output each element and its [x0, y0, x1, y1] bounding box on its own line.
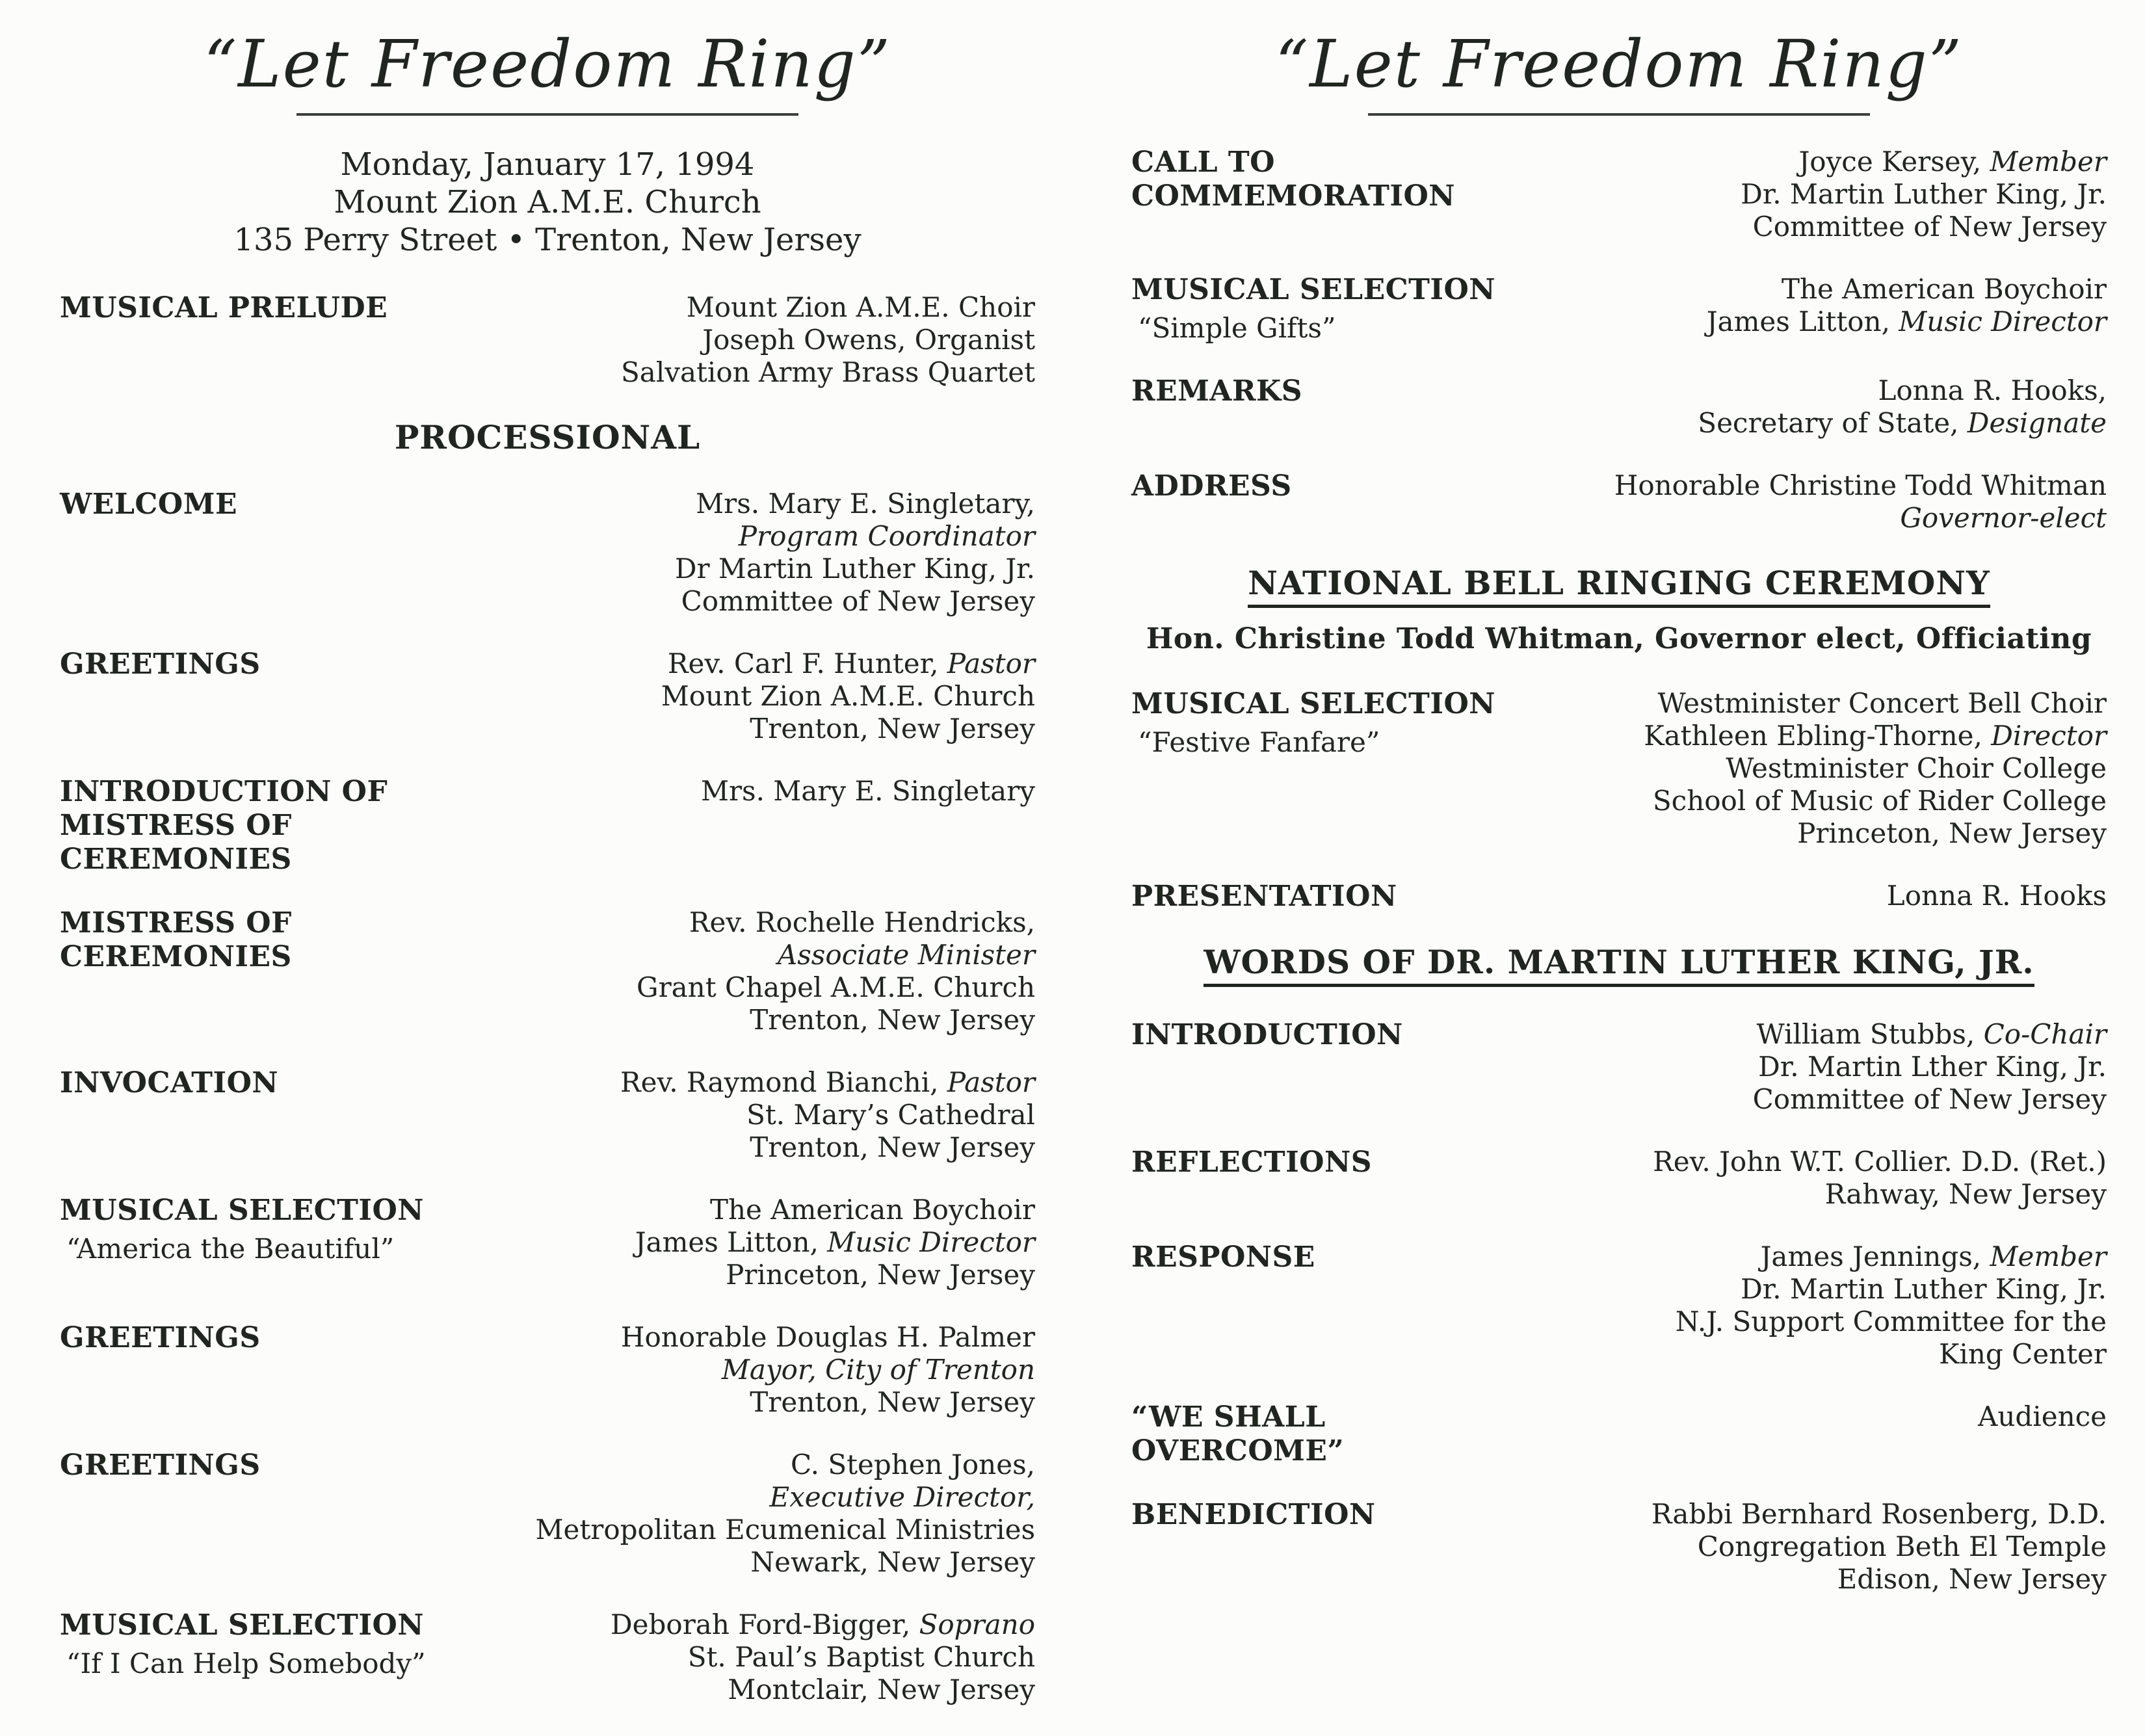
text-segment: St. Paul’s Baptist Church: [687, 1641, 1035, 1673]
program-entry: [1131, 273, 2107, 345]
text-segment: Princeton, New Jersey: [726, 1259, 1035, 1291]
text-segment: Governor-elect: [1900, 502, 2107, 534]
entry-line: [1547, 1563, 2107, 1596]
text-segment: C. Stephen Jones,: [791, 1449, 1035, 1480]
text-segment: Lonna R. Hooks,: [1878, 375, 2107, 406]
entry-line: [1547, 1018, 2107, 1051]
entry-label-line: ADDRESS: [1131, 469, 1292, 503]
entry-line: [1547, 407, 2107, 440]
entry-line: [1547, 817, 2107, 850]
program-entry: [60, 488, 1035, 618]
text-segment: Mrs. Mary E. Singletary,: [696, 488, 1035, 519]
program-entry: [60, 1066, 1035, 1164]
entry-label: [60, 1066, 476, 1100]
left-program-items: [60, 291, 1035, 1706]
text-segment: Rev. Carl F. Hunter,: [667, 648, 947, 679]
entry-label: [60, 488, 476, 521]
entry-lines: [476, 1194, 1035, 1291]
entry-label-line: GREETINGS: [60, 1321, 261, 1354]
entry-line: [476, 488, 1035, 520]
program-entry: [60, 1449, 1035, 1579]
entry-lines: [1547, 146, 2107, 243]
program-entry: [1131, 1498, 2107, 1596]
entry-label: [60, 291, 476, 325]
text-segment: Soprano: [919, 1609, 1035, 1640]
entry-line: [476, 1481, 1035, 1514]
entry-label-line: MUSICAL SELECTION: [1131, 273, 1496, 306]
entry-label: [60, 1194, 476, 1265]
entry-song-title: “Simple Gifts”: [1138, 312, 1336, 344]
text-segment: James Jennings,: [1760, 1241, 1990, 1272]
text-segment: Mrs. Mary E. Singletary: [700, 775, 1035, 807]
text-segment: King Center: [1939, 1338, 2107, 1370]
entry-line: [1547, 1401, 2107, 1433]
text-segment: Trenton, New Jersey: [750, 1004, 1035, 1036]
entry-line: [476, 648, 1035, 680]
entry-label-line: INTRODUCTION OF: [60, 775, 388, 808]
entry-lines: [1547, 1146, 2107, 1211]
entry-lines: [476, 1449, 1035, 1579]
right-title-block: [1131, 26, 2107, 116]
entry-line: [476, 1354, 1035, 1386]
text-segment: The American Boychoir: [1781, 273, 2107, 305]
text-segment: Designate: [1967, 407, 2107, 439]
program-entry: [60, 648, 1035, 745]
text-segment: Lonna R. Hooks: [1886, 880, 2107, 912]
program-entry: [1131, 880, 2107, 914]
text-segment: The American Boychoir: [709, 1194, 1035, 1226]
entry-lines: [476, 488, 1035, 618]
entry-line: [1547, 1338, 2107, 1371]
entry-line: [1547, 1306, 2107, 1338]
entry-label-line: REMARKS: [1131, 375, 1303, 408]
entry-line: [1547, 785, 2107, 817]
entry-line: [476, 1099, 1035, 1131]
program-entry: [1131, 469, 2107, 534]
section-heading: [1131, 564, 2107, 656]
entry-line: [476, 1641, 1035, 1674]
title-underline: [1368, 113, 1870, 116]
program-entry: [60, 1609, 1035, 1706]
text-segment: Princeton, New Jersey: [1797, 817, 2107, 849]
entry-line: [476, 1609, 1035, 1641]
entry-lines: [1547, 375, 2107, 440]
text-segment: Honorable Douglas H. Palmer: [620, 1321, 1035, 1353]
entry-line: [476, 939, 1035, 971]
entry-line: [476, 585, 1035, 618]
text-segment: Rahway, New Jersey: [1824, 1178, 2107, 1210]
entry-lines: [1547, 880, 2107, 912]
entry-line: [1547, 273, 2107, 306]
entry-line: [476, 553, 1035, 585]
section-heading-text: PROCESSIONAL: [394, 418, 701, 456]
text-segment: Committee of New Jersey: [681, 585, 1035, 617]
entry-label: [1131, 1498, 1547, 1532]
program-entry: [60, 906, 1035, 1036]
program-entry: [1131, 1401, 2107, 1468]
text-segment: Pastor: [947, 1066, 1035, 1098]
entry-line: [1547, 880, 2107, 912]
entry-line: [476, 1004, 1035, 1036]
section-heading-text: WORDS OF DR. MARTIN LUTHER KING, JR.: [1204, 943, 2034, 987]
page-title: “Let Freedom Ring”: [204, 26, 891, 102]
text-segment: William Stubbs,: [1756, 1018, 1984, 1050]
text-segment: St. Mary’s Cathedral: [746, 1099, 1035, 1131]
entry-lines: [476, 648, 1035, 745]
text-segment: Honorable Christine Todd Whitman: [1614, 469, 2107, 501]
text-segment: Metropolitan Ecumenical Ministries: [535, 1514, 1035, 1545]
entry-label-line: RESPONSE: [1131, 1241, 1315, 1274]
program-entry: [1131, 1241, 2107, 1371]
entry-line: [476, 775, 1035, 808]
text-segment: Rabbi Bernhard Rosenberg, D.D.: [1651, 1498, 2107, 1530]
text-segment: Joseph Owens, Organist: [702, 324, 1035, 356]
program-entry: [1131, 375, 2107, 440]
entry-line: [1547, 469, 2107, 502]
text-segment: Dr. Martin Luther King, Jr.: [1741, 178, 2107, 210]
entry-label: [60, 906, 476, 974]
text-segment: Audience: [1978, 1401, 2107, 1432]
entry-lines: [476, 1321, 1035, 1419]
program-entry: [1131, 687, 2107, 850]
text-segment: Member: [1990, 146, 2107, 178]
entry-label: [1131, 880, 1547, 914]
entry-line: [476, 1449, 1035, 1481]
entry-line: [1547, 1146, 2107, 1178]
entry-label-line: MUSICAL SELECTION: [60, 1609, 425, 1642]
entry-line: [1547, 211, 2107, 243]
section-heading: [60, 419, 1035, 456]
event-address: 135 Perry Street • Trenton, New Jersey: [233, 222, 862, 258]
text-segment: Committee of New Jersey: [1752, 1083, 2107, 1115]
entry-label-line: MISTRESS OF CEREMONIES: [60, 906, 292, 973]
entry-label-line: PRESENTATION: [1131, 880, 1397, 913]
entry-label-line: BENEDICTION: [1131, 1498, 1376, 1531]
entry-line: [476, 1386, 1035, 1419]
entry-line: [476, 1674, 1035, 1706]
event-date: Monday, January 17, 1994: [340, 146, 755, 183]
text-segment: James Litton,: [1706, 306, 1899, 337]
text-segment: Kathleen Ebling-Thorne,: [1644, 720, 1992, 752]
program-entry: [60, 1194, 1035, 1291]
entry-line: [1547, 178, 2107, 211]
program-entry: [1131, 1018, 2107, 1116]
entry-lines: [476, 906, 1035, 1036]
text-segment: Rev. John W.T. Collier. D.D. (Ret.): [1653, 1146, 2107, 1177]
section-heading-text: NATIONAL BELL RINGING CEREMONY: [1248, 564, 1990, 608]
text-segment: Program Coordinator: [738, 520, 1035, 552]
entry-line: [476, 324, 1035, 356]
entry-label-line: MUSICAL SELECTION: [1131, 687, 1496, 720]
entry-line: [476, 1131, 1035, 1164]
text-segment: Rev. Rochelle Hendricks,: [689, 906, 1035, 938]
entry-line: [1547, 502, 2107, 534]
entry-label-line: “WE SHALL OVERCOME”: [1131, 1401, 1345, 1467]
entry-label: [1131, 146, 1547, 213]
program-entry: [1131, 1146, 2107, 1211]
entry-line: [1547, 752, 2107, 785]
text-segment: Committee of New Jersey: [1752, 211, 2107, 243]
entry-label: [60, 1321, 476, 1355]
entry-label-line: GREETINGS: [60, 648, 261, 681]
text-segment: Trenton, New Jersey: [750, 1131, 1035, 1163]
entry-label: [1131, 273, 1547, 345]
entry-lines: [476, 1066, 1035, 1164]
entry-label: [1131, 1146, 1547, 1179]
right-page: [1131, 14, 2107, 1736]
entry-line: [1547, 1241, 2107, 1273]
title-underline: [296, 113, 798, 116]
text-segment: Grant Chapel A.M.E. Church: [637, 971, 1035, 1003]
entry-label: [60, 775, 476, 876]
entry-line: [476, 1226, 1035, 1259]
entry-label: [60, 1609, 476, 1680]
text-segment: Mayor, City of Trenton: [721, 1354, 1035, 1386]
entry-label-line: INVOCATION: [60, 1066, 279, 1099]
text-segment: Secretary of State,: [1698, 407, 1967, 439]
entry-line: [476, 1066, 1035, 1099]
text-segment: Pastor: [947, 648, 1035, 679]
entry-line: [476, 971, 1035, 1004]
entry-label: [1131, 375, 1547, 408]
entry-line: [1547, 375, 2107, 407]
entry-line: [476, 1321, 1035, 1354]
text-segment: Executive Director,: [769, 1481, 1035, 1513]
text-segment: Congregation Beth El Temple: [1697, 1531, 2107, 1562]
entry-line: [476, 356, 1035, 389]
section-heading: [1131, 943, 2107, 987]
entry-line: [476, 1259, 1035, 1291]
entry-label-line: CALL TO COMMEMORATION: [1131, 146, 1455, 213]
left-page: [60, 14, 1035, 1736]
entry-line: [476, 906, 1035, 939]
entry-lines: [476, 1609, 1035, 1706]
text-segment: Dr. Martin Lther King, Jr.: [1758, 1051, 2107, 1083]
text-segment: Rev. Raymond Bianchi,: [620, 1066, 947, 1098]
entry-line: [476, 1546, 1035, 1579]
text-segment: Member: [1990, 1241, 2107, 1272]
entry-label: [1131, 687, 1547, 759]
entry-label: [1131, 1018, 1547, 1052]
entry-label: [1131, 1241, 1547, 1274]
text-segment: Director: [1991, 720, 2107, 752]
entry-label: [60, 648, 476, 681]
entry-line: [476, 680, 1035, 713]
entry-song-title: “America the Beautiful”: [66, 1233, 395, 1265]
entry-label: [60, 1449, 476, 1482]
text-segment: Associate Minister: [777, 939, 1035, 971]
entry-line: [1547, 687, 2107, 720]
section-heading-subtext: Hon. Christine Todd Whitman, Governor elect, Officiating: [1146, 622, 2092, 655]
entry-song-title: “Festive Fanfare”: [1138, 726, 1380, 758]
text-segment: Trenton, New Jersey: [750, 1386, 1035, 1418]
entry-lines: [1547, 469, 2107, 534]
text-segment: Trenton, New Jersey: [750, 713, 1035, 744]
entry-label-line: MISTRESS OF CEREMONIES: [60, 809, 292, 876]
entry-line: [1547, 1273, 2107, 1306]
program-entry: [60, 291, 1035, 389]
program-entry: [60, 775, 1035, 876]
text-segment: James Litton,: [635, 1226, 828, 1258]
text-segment: Newark, New Jersey: [750, 1546, 1035, 1578]
entry-line: [1547, 1498, 2107, 1531]
right-program-items: [1131, 146, 2107, 1596]
text-segment: School of Music of Rider College: [1652, 785, 2107, 817]
program-entry: [1131, 146, 2107, 243]
entry-label-line: INTRODUCTION: [1131, 1018, 1403, 1051]
text-segment: Westminister Choir College: [1726, 752, 2107, 784]
event-venue: Mount Zion A.M.E. Church: [334, 184, 761, 220]
text-segment: Music Director: [1899, 306, 2107, 337]
entry-lines: [476, 291, 1035, 389]
page-title: “Let Freedom Ring”: [1275, 26, 1963, 102]
entry-lines: [1547, 1401, 2107, 1433]
text-segment: Co-Chair: [1983, 1018, 2107, 1050]
text-segment: Montclair, New Jersey: [728, 1674, 1035, 1705]
entry-lines: [476, 775, 1035, 808]
entry-label-line: MUSICAL PRELUDE: [60, 291, 388, 324]
entry-line: [1547, 306, 2107, 338]
entry-lines: [1547, 1498, 2107, 1596]
text-segment: Mount Zion A.M.E. Church: [661, 680, 1035, 712]
text-segment: Salvation Army Brass Quartet: [621, 356, 1035, 388]
entry-label-line: MUSICAL SELECTION: [60, 1194, 425, 1227]
text-segment: Westminister Concert Bell Choir: [1657, 687, 2107, 719]
entry-line: [1547, 146, 2107, 178]
text-segment: Dr. Martin Luther King, Jr.: [1741, 1273, 2107, 1305]
text-segment: Mount Zion A.M.E. Choir: [686, 291, 1035, 323]
entry-label-line: GREETINGS: [60, 1449, 261, 1482]
program-entry: [60, 1321, 1035, 1419]
entry-label-line: WELCOME: [60, 488, 237, 521]
entry-label: [1131, 469, 1547, 503]
left-title-block: [60, 26, 1035, 116]
entry-line: [1547, 1051, 2107, 1083]
entry-line: [476, 1194, 1035, 1226]
entry-song-title: “If I Can Help Somebody”: [66, 1648, 426, 1679]
entry-line: [476, 291, 1035, 324]
entry-line: [1547, 720, 2107, 752]
text-segment: Edison, New Jersey: [1837, 1563, 2107, 1595]
entry-lines: [1547, 1241, 2107, 1371]
entry-lines: [1547, 1018, 2107, 1116]
text-segment: Music Director: [827, 1226, 1035, 1258]
entry-line: [476, 520, 1035, 553]
text-segment: N.J. Support Committee for the: [1675, 1306, 2107, 1337]
entry-label: [1131, 1401, 1547, 1468]
entry-line: [1547, 1083, 2107, 1116]
entry-line: [476, 1514, 1035, 1546]
entry-lines: [1547, 687, 2107, 850]
entry-line: [1547, 1178, 2107, 1211]
text-segment: Dr Martin Luther King, Jr.: [674, 553, 1035, 585]
entry-lines: [1547, 273, 2107, 338]
event-details: [60, 146, 1035, 259]
text-segment: Joyce Kersey,: [1798, 146, 1990, 178]
entry-line: [476, 713, 1035, 745]
entry-label-line: REFLECTIONS: [1131, 1146, 1372, 1179]
entry-line: [1547, 1531, 2107, 1563]
text-segment: Deborah Ford-Bigger,: [611, 1609, 919, 1640]
